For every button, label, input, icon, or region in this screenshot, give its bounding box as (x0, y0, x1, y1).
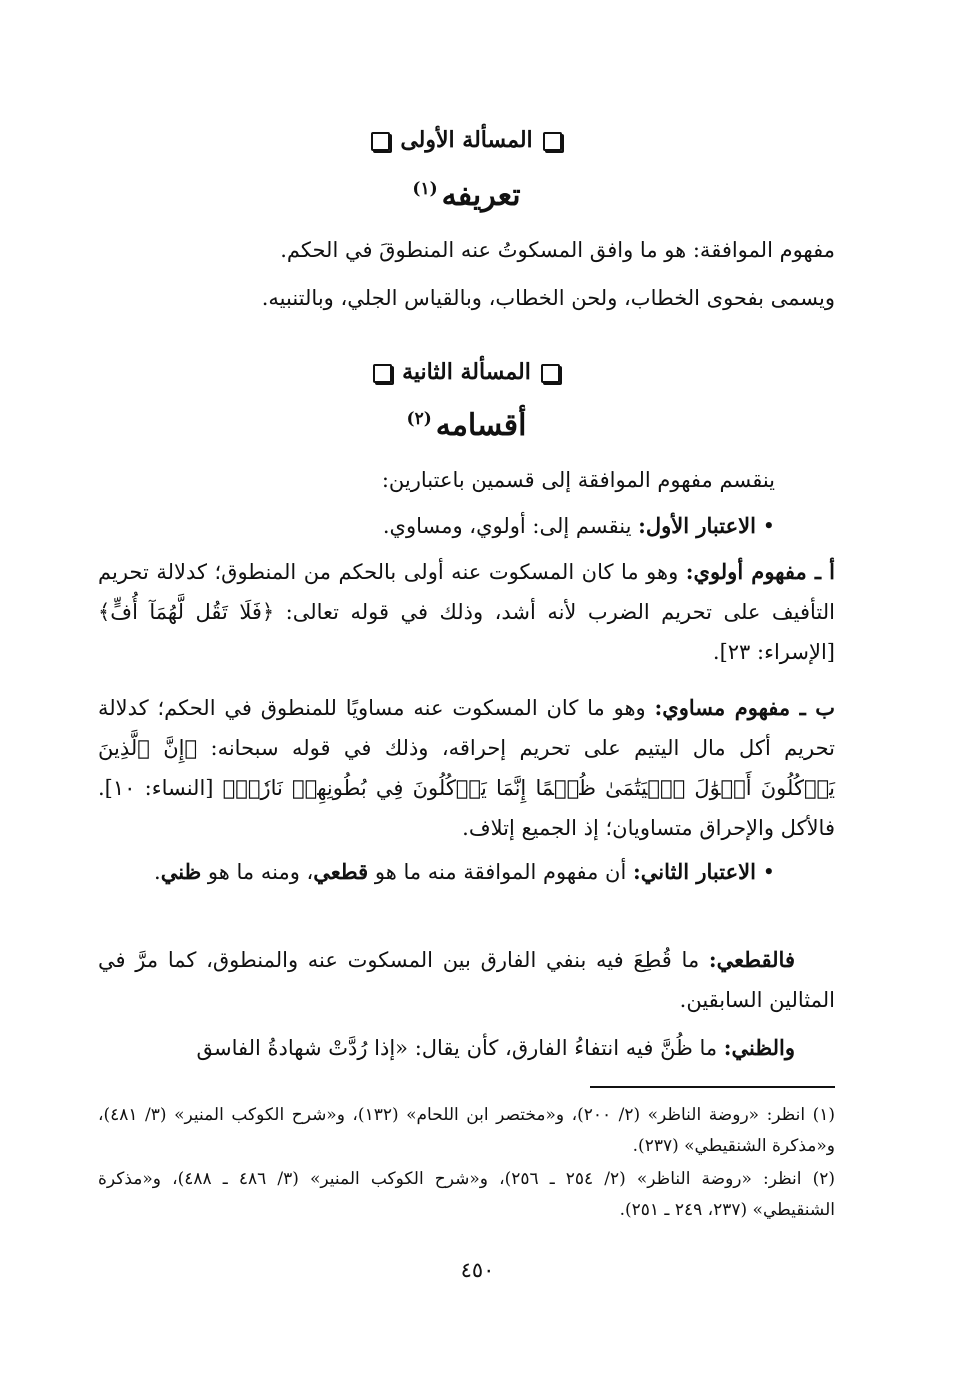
part-a-text: وهو ما كان المسكوت عنه أولى بالحكم من المنطوق؛ كدلالة تحريم التأفيف على تحريم الضرب لأنه أشد، وذلك في قوله تعالى: (98, 560, 835, 624)
consideration-1-label: الاعتبار الأول: (638, 513, 756, 538)
definitive-paragraph (98, 940, 835, 1020)
issue1-title (98, 168, 835, 224)
bullet: • (762, 514, 775, 538)
definitive-label: فالقطعي: (708, 947, 795, 972)
issue2-heading (98, 350, 835, 394)
part-a-label: أ ـ مفهوم أولوي: (685, 559, 836, 584)
square-ornament-icon (371, 132, 390, 151)
definitive-text: ما قُطِعَ فيه بنفي الفارق بين المسكوت عنه والمنطوق، كما مرَّ في المثالين السابقين. (98, 948, 835, 1012)
part-a-citation: [الإسراء: ٢٣]. (712, 640, 835, 664)
issue2-title (98, 398, 835, 454)
speculative-term: ظني (160, 859, 202, 884)
square-ornament-icon (543, 132, 562, 151)
footnote-ref-2: (٢) (406, 409, 432, 429)
consideration-2-label: الاعتبار الثاني: (632, 859, 756, 884)
consideration-2-end: . (154, 860, 161, 884)
speculative-label: والظني: (723, 1035, 795, 1060)
speculative-paragraph (98, 1028, 835, 1068)
consideration-2-text-1: أن مفهوم الموافقة منه ما هو (368, 860, 633, 884)
part-b-citation: [النساء: ١٠]. فالأكل والإحراق متساويان؛ إذ الجميع إتلاف. (98, 776, 835, 840)
bullet: • (762, 860, 775, 884)
definition-line-1: مفهوم الموافقة: هو ما وافق المسكوتُ عنه المنطوقَ في الحكم. (280, 238, 835, 262)
quran-verse: ﴿إِنَّ ٱلَّذِينَ يَأۡكُلُونَ أَمۡوَٰلَ ٱلۡيَتَٰمَىٰ ظُلۡمًا إِنَّمَا يَأۡكُلُونَ فِي بُطُونِهِمۡ نَارٗاۖ﴾ (98, 736, 835, 800)
consideration-2 (98, 852, 835, 892)
speculative-text: ما ظُنَّ فيه انتفاءُ الفارق، كأن يقال: «إذا رُدَّتْ شهادةُ الفاسق (196, 1036, 724, 1060)
issue1-heading (98, 118, 835, 162)
issue1-heading-text: المسألة الأولى (400, 127, 533, 153)
part-b-text: وهو ما كان المسكوت عنه مساويًا للمنطوق في الحكم؛ كدلالة تحريم أكل مال اليتيم على تحريم إحراقه، وذلك في قوله سبحانه: (98, 696, 835, 760)
part-b-label: ب ـ مفهوم مساوي: (654, 695, 835, 720)
part-b-paragraph (98, 688, 835, 848)
definition-line-2: ويسمى بفحوى الخطاب، ولحن الخطاب، وبالقياس الجلي، وبالتنبيه. (261, 286, 835, 310)
footnote-1: (١) انظر: «روضة الناظر» (٢/ ٢٠٠)، و«مختصر ابن اللحام» (١٣٢)، و«شرح الكوكب المنير» (٣/ ٤٨١)، و«مذكرة الشنقيطي» (٢٣٧). (98, 1105, 836, 1156)
issue2-title-text: أقسامه (435, 408, 527, 443)
page-number: ٤٥٠ (460, 1258, 495, 1282)
footnote-divider (590, 1086, 835, 1088)
issue2-heading-text: المسألة الثانية (402, 359, 531, 385)
footnote-2: (٢) انظر: «روضة الناظر» (٢/ ٢٥٤ ـ ٢٥٦)، و«شرح الكوكب المنير» (٣/ ٤٨٦ ـ ٤٨٨)، و«مذكرة الشنقيطي» (٢٣٧، ٢٤٩ ـ ٢٥١). (98, 1169, 836, 1220)
part-a-paragraph (98, 552, 835, 672)
quran-verse: ﴿فَلَا تَقُل لَّهُمَآ أُفٍّ﴾ (98, 600, 275, 624)
square-ornament-icon (373, 364, 392, 383)
issue1-title-text: تعريفه (441, 178, 521, 213)
consideration-2-text-2: ، ومنه ما هو (201, 860, 314, 884)
consideration-1-text: ينقسم إلى: أولوي، ومساوي. (382, 514, 639, 538)
footnote-ref-1: (١) (412, 179, 438, 199)
square-ornament-icon (541, 364, 560, 383)
division-intro: ينقسم مفهوم الموافقة إلى قسمين باعتبارين: (381, 468, 775, 492)
definitive-term: قطعي (313, 859, 369, 884)
consideration-1 (98, 506, 835, 546)
